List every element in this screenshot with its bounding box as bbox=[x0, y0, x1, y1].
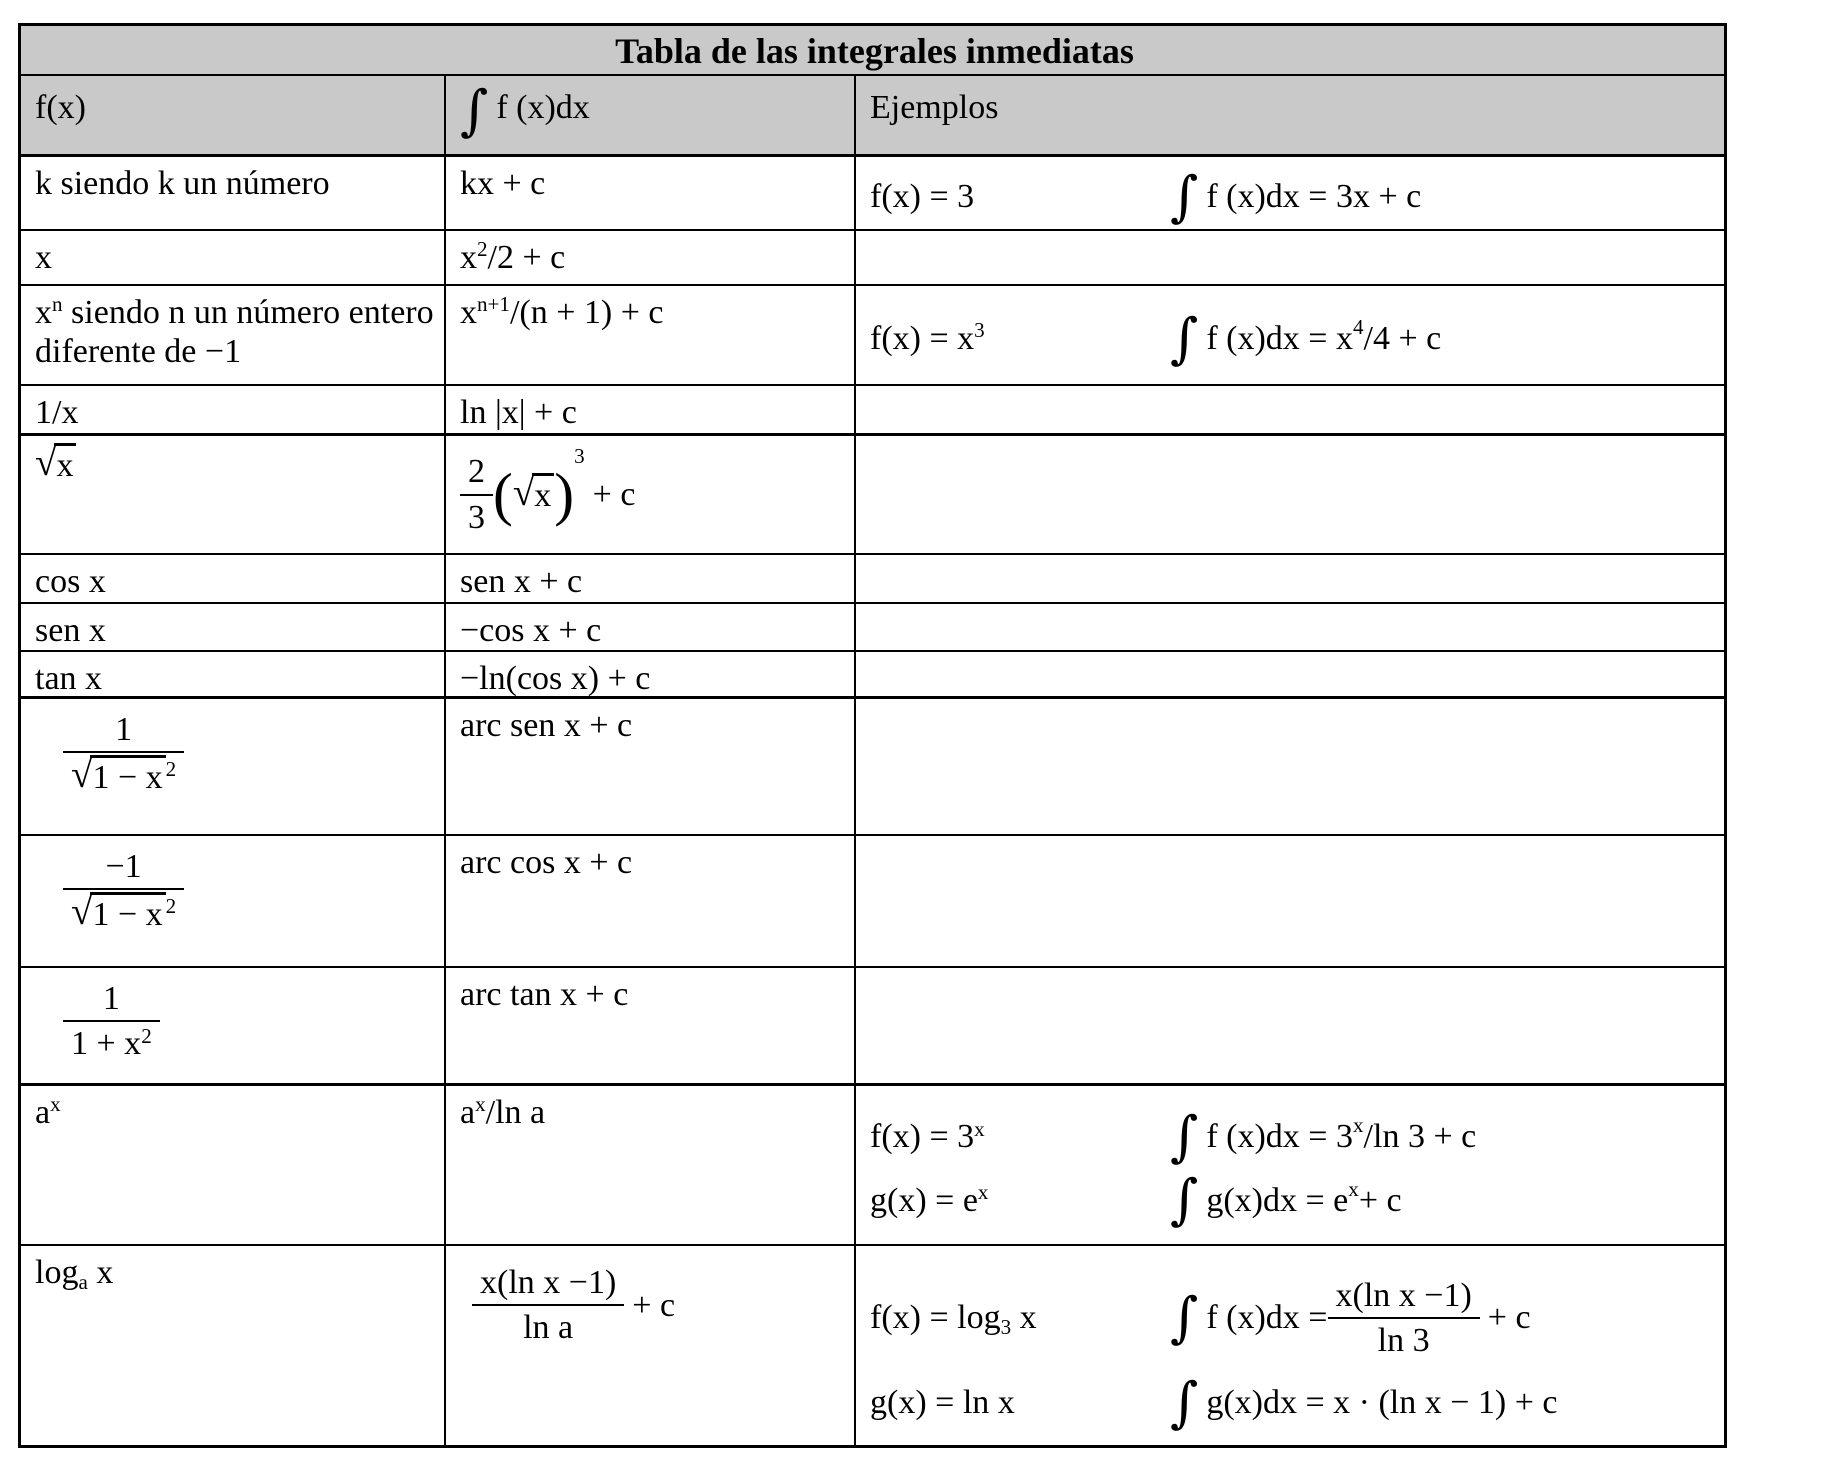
fraction bbox=[63, 979, 160, 1063]
ej-log-f: f(x) = log3 x bbox=[870, 1299, 1037, 1340]
exponent: 2 bbox=[477, 237, 488, 262]
fx-sqrt bbox=[21, 436, 446, 553]
radical: √ 1 − x bbox=[71, 755, 166, 797]
exponent: x bbox=[974, 1116, 985, 1141]
F-xn: $x^{n+1}/(n + 1) + c$ bbox=[446, 286, 856, 384]
ej-ax bbox=[856, 1086, 1724, 1244]
row-arcsen bbox=[21, 699, 1724, 836]
fx-arcsen bbox=[21, 699, 446, 834]
F-log: $\frac{\text{x(ln x −1)}}{\text{ln a}}$ + c bbox=[446, 1246, 856, 1445]
fx-sen: sen x bbox=[21, 604, 446, 650]
subscript: a bbox=[78, 1269, 88, 1294]
fraction-numerator: 1 bbox=[102, 980, 120, 1017]
header-integral: ∫ f (x)dx bbox=[446, 76, 856, 154]
cell-empty bbox=[856, 699, 1724, 834]
radical-icon: √ bbox=[512, 471, 535, 515]
fraction-bar bbox=[472, 1304, 624, 1306]
fraction bbox=[63, 847, 184, 934]
F-constant: kx + c bbox=[446, 157, 856, 229]
integrals-table bbox=[18, 23, 1727, 1448]
subscript: 3 bbox=[1000, 1315, 1012, 1340]
radical: √ x bbox=[513, 473, 554, 515]
header-fx: f(x) bbox=[21, 76, 446, 154]
cell-empty bbox=[856, 968, 1724, 1083]
row-tan bbox=[21, 652, 1724, 699]
exponent: x bbox=[475, 1092, 486, 1117]
exponent: 2 bbox=[165, 756, 177, 781]
F-cos: sen x + c bbox=[446, 555, 856, 602]
ej-xn-int: ∫ f (x)dx = x 4 /4 + c bbox=[1170, 306, 1442, 370]
F-reciprocal: ln |x| + c bbox=[446, 386, 856, 433]
ej-log-g-int: ∫ g(x)dx = x · (ln x − 1) + c bbox=[1170, 1370, 1558, 1434]
table-title: Tabla de las integrales inmediatas bbox=[615, 31, 1134, 71]
row-sqrt bbox=[21, 436, 1724, 555]
ej-xn-f: $f(x) = x^3$ bbox=[870, 318, 985, 357]
title-row bbox=[21, 26, 1724, 76]
cell-empty bbox=[856, 436, 1724, 553]
ej-log-g: g(x) = ln x bbox=[870, 1384, 1015, 1421]
row-ax bbox=[21, 1086, 1724, 1246]
F-arccos: arc cos x + c bbox=[446, 836, 856, 966]
fraction-numerator: x(ln x −1) bbox=[1335, 1276, 1472, 1314]
open-paren: ( bbox=[493, 460, 513, 527]
fx-xn: $x^n$ siendo n un número entero diferente de −1 bbox=[21, 286, 446, 384]
cell-empty bbox=[856, 386, 1724, 433]
radical-icon: √ bbox=[71, 890, 93, 934]
fx-x: x bbox=[21, 231, 446, 284]
fraction bbox=[472, 1263, 624, 1347]
radical: √ 1 − x bbox=[71, 892, 166, 934]
row-x bbox=[21, 231, 1724, 286]
exponent: n bbox=[52, 292, 63, 317]
radical: √ x bbox=[35, 443, 76, 485]
radical-icon: √ bbox=[71, 753, 93, 797]
cell-empty bbox=[856, 836, 1724, 966]
fraction-denominator: ln a bbox=[523, 1309, 574, 1347]
F-sen: −cos x + c bbox=[446, 604, 856, 650]
fx-log: loga x bbox=[21, 1246, 446, 1445]
F-ax: $a^x/\ln$ a bbox=[446, 1086, 856, 1244]
fraction bbox=[63, 710, 184, 797]
fraction-denominator: $1 + x^2$ bbox=[71, 1023, 152, 1063]
row-reciprocal bbox=[21, 386, 1724, 436]
fraction-bar bbox=[1328, 1317, 1480, 1319]
row-xn bbox=[21, 286, 1724, 386]
fraction-denominator: ln 3 bbox=[1377, 1322, 1430, 1359]
exponent: 2 bbox=[141, 1023, 152, 1048]
fraction bbox=[460, 452, 493, 536]
header-ejemplos: Ejemplos bbox=[870, 89, 999, 126]
fraction-bar bbox=[460, 494, 493, 496]
fraction-denominator bbox=[63, 892, 184, 934]
fraction-bar bbox=[63, 1020, 160, 1022]
cell-empty bbox=[856, 555, 1724, 602]
fraction-numerator: 1 bbox=[115, 711, 133, 748]
fx-arctan bbox=[21, 968, 446, 1083]
F-sqrt: $\frac{2}{3}$ ( √ x ) 3 + c bbox=[446, 436, 856, 553]
fraction-denominator bbox=[63, 755, 184, 797]
ej-constant-f: f(x) = 3 bbox=[870, 177, 975, 215]
header-integral-label: f (x)dx bbox=[496, 89, 590, 126]
fx-reciprocal: 1/x bbox=[21, 386, 446, 433]
cell-empty bbox=[856, 231, 1724, 284]
cell-empty bbox=[856, 652, 1724, 696]
ej-constant bbox=[856, 157, 1724, 229]
F-arctan: arc tan x + c bbox=[446, 968, 856, 1083]
row-log bbox=[21, 1246, 1724, 1445]
ej-ax-f-int: ∫ f (x)dx = 3 x /ln 3 + c bbox=[1170, 1104, 1477, 1168]
exponent: x bbox=[50, 1092, 61, 1117]
ej-log bbox=[856, 1246, 1724, 1445]
F-arcsen: arc sen x + c bbox=[446, 699, 856, 834]
exponent: n+1 bbox=[477, 292, 510, 317]
ej-xn bbox=[856, 286, 1724, 384]
close-paren: ) bbox=[554, 460, 575, 527]
row-arccos bbox=[21, 836, 1724, 968]
fx-arccos bbox=[21, 836, 446, 966]
ej-ax-g: $g(x) = e^x$ bbox=[870, 1180, 989, 1219]
fraction-numerator: 2 bbox=[468, 453, 485, 491]
ej-ax-g-int: ∫ g(x)dx = e x + c bbox=[1170, 1168, 1402, 1232]
ej-constant-int: ∫ f (x)dx = 3x + c bbox=[1170, 164, 1422, 228]
fraction-numerator: −1 bbox=[105, 848, 142, 885]
ej-ax-f: $f(x) = 3^x$ bbox=[870, 1116, 985, 1156]
F-tan: −ln(cos x) + c bbox=[446, 652, 856, 696]
fraction-numerator: x(ln x −1) bbox=[480, 1264, 617, 1301]
exponent: 3 bbox=[974, 318, 985, 343]
F-x: $x^2/2 + c$ bbox=[446, 231, 856, 284]
row-constant bbox=[21, 157, 1724, 231]
row-arctan bbox=[21, 968, 1724, 1086]
ej-log-f-int: ∫ f (x)dx = $\frac{\text{x(ln x −1)}}{\ln 3}$ + c bbox=[1170, 1276, 1531, 1359]
fx-constant: k siendo k un número bbox=[21, 157, 446, 229]
radical-icon: √ bbox=[35, 441, 57, 484]
header-row bbox=[21, 76, 1724, 157]
fraction bbox=[1328, 1276, 1480, 1360]
row-sen bbox=[21, 604, 1724, 652]
fraction-denominator: 3 bbox=[468, 498, 485, 536]
exponent: 3 bbox=[574, 444, 585, 468]
cell-empty bbox=[856, 604, 1724, 650]
fx-ax: $a^x$ bbox=[21, 1086, 446, 1244]
fx-cos: cos x bbox=[21, 555, 446, 602]
exponent: 2 bbox=[165, 893, 177, 918]
row-cos bbox=[21, 555, 1724, 604]
fx-tan: tan x bbox=[21, 652, 446, 696]
exponent: x bbox=[977, 1180, 989, 1205]
